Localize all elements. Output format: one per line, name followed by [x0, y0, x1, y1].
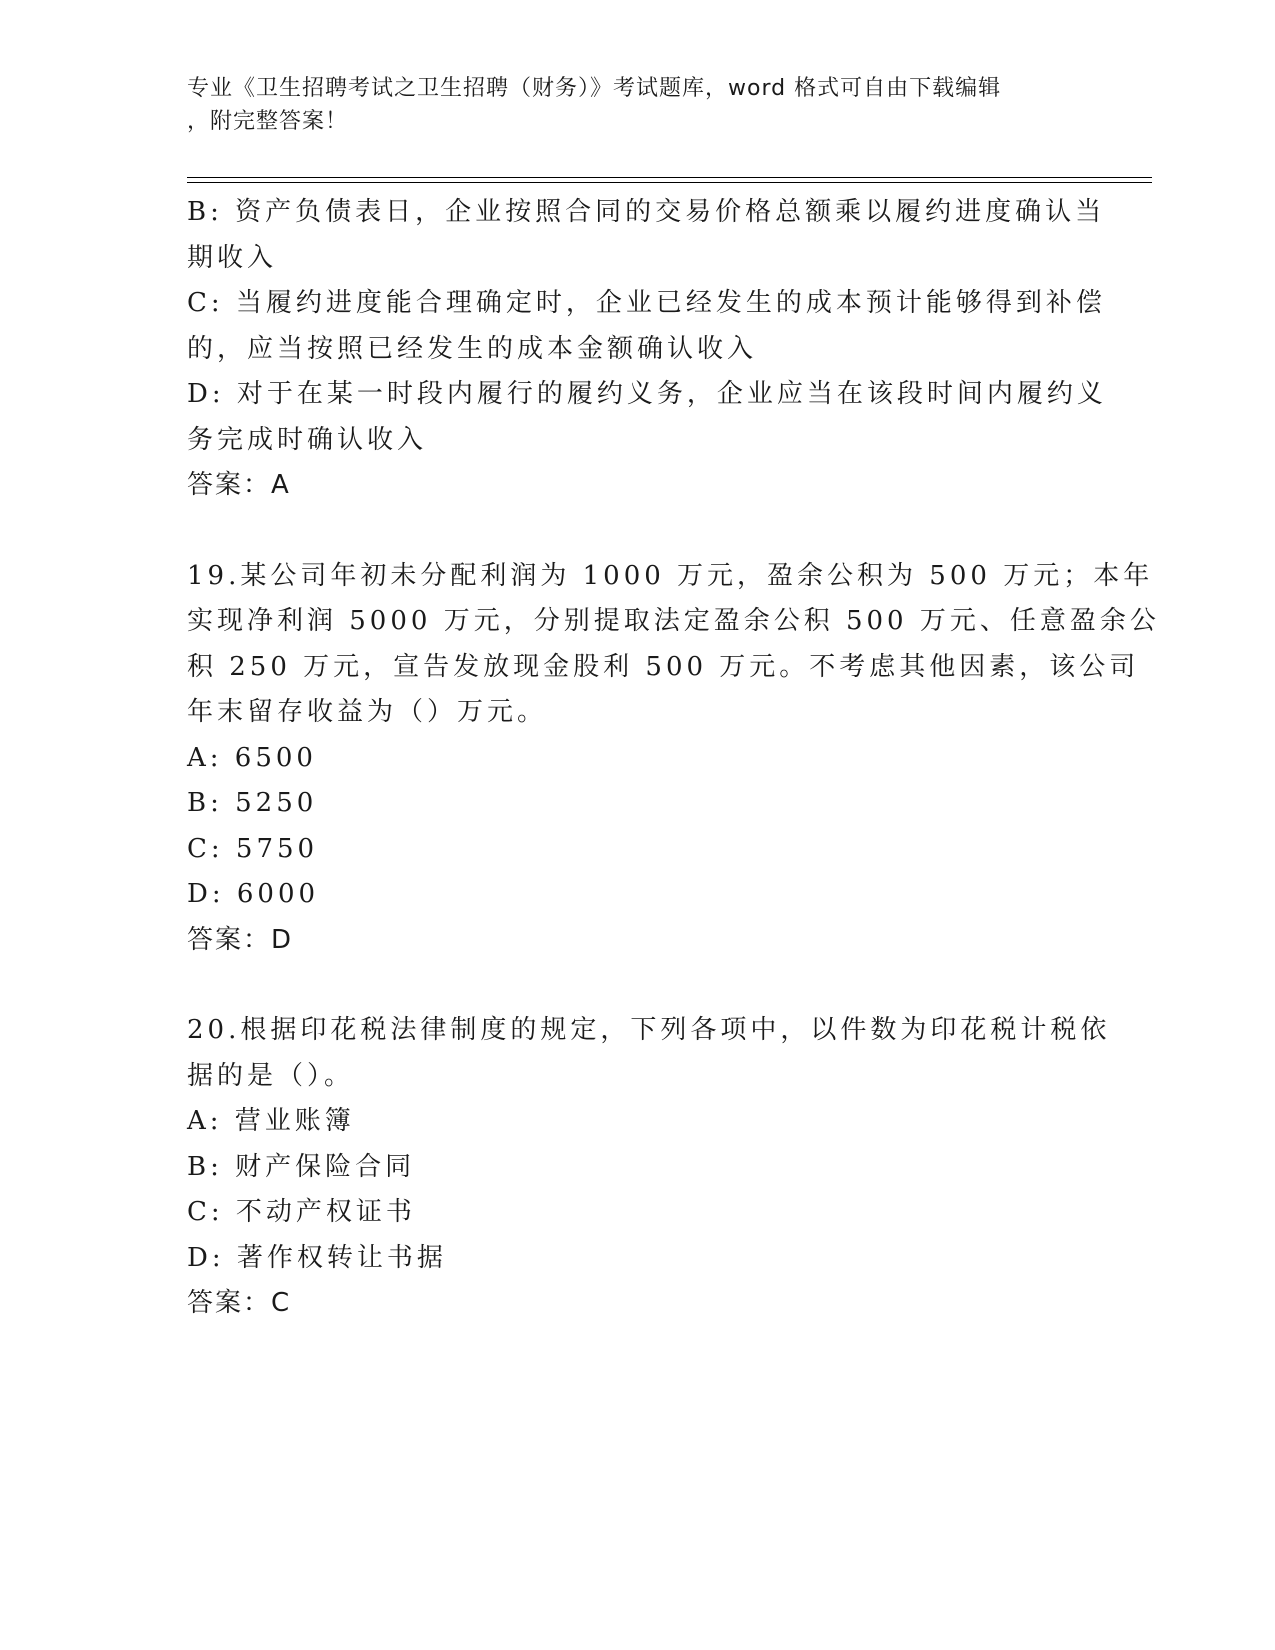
option-c: C: 5750	[187, 833, 319, 864]
option-d: D: 著作权转让书据	[187, 1242, 447, 1273]
header-divider-bottom	[187, 182, 1152, 183]
option-b: B: 财产保险合同	[187, 1151, 416, 1182]
question-spacer	[187, 963, 1077, 1008]
header-line-2: ，附完整答案！	[187, 109, 349, 134]
option-c-line-1: C: 当履约进度能合理确定时，企业已经发生的成本预计能够得到补偿	[187, 288, 1106, 318]
question-list	[187, 190, 1160, 1327]
question-stem-line-2: 实现净利润 5000 万元，分别提取法定盈余公积 500 万元、任意盈余公	[187, 606, 1160, 636]
option-b-line-1: B: 资产负债表日，企业按照合同的交易价格总额乘以履约进度确认当	[187, 197, 1106, 227]
option-c-line-2: 的，应当按照已经发生的成本金额确认收入	[187, 333, 758, 364]
answer-label: 答案：D	[187, 924, 294, 955]
question-20	[187, 1008, 1111, 1327]
question-stem-line-2: 据的是（）。	[187, 1060, 355, 1091]
option-b-line-2: 期收入	[187, 242, 278, 273]
question-19	[187, 554, 1160, 964]
question-stem-line-3: 积 250 万元，宣告发放现金股利 500 万元。不考虑其他因素，该公司	[187, 651, 1140, 682]
page-header	[187, 72, 1067, 138]
option-d: D: 6000	[187, 879, 320, 909]
header-divider-top	[187, 177, 1152, 178]
option-a: A: 6500	[187, 742, 317, 773]
question-stem-line-1: 20.根据印花税法律制度的规定，下列各项中，以件数为印花税计税依	[187, 1015, 1111, 1045]
option-a: A: 营业账簿	[187, 1106, 355, 1136]
option-c: C: 不动产权证书	[187, 1197, 416, 1227]
question-18-continued	[187, 190, 1107, 509]
header-line-1: 专业《卫生招聘考试之卫生招聘（财务）》考试题库，word 格式可自由下载编辑	[187, 76, 1002, 101]
question-spacer	[187, 509, 1077, 554]
question-stem-line-1: 19.某公司年初未分配利润为 1000 万元，盈余公积为 500 万元；本年	[187, 560, 1154, 591]
question-stem-line-4: 年末留存收益为（）万元。	[187, 697, 548, 727]
answer-label: 答案：A	[187, 470, 291, 500]
option-d-line-1: D: 对于在某一时段内履行的履约义务，企业应当在该段时间内履约义	[187, 379, 1107, 409]
answer-label: 答案：C	[187, 1288, 292, 1318]
option-d-line-2: 务完成时确认收入	[187, 424, 428, 455]
option-b: B: 5250	[187, 788, 318, 818]
